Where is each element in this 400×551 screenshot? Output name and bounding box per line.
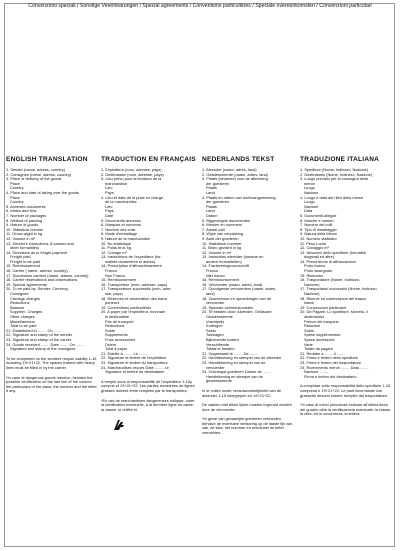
field-line: 21. Opgemaakt te ........ De ........ <box>202 351 259 356</box>
field-line: 7. Numero dei colli <box>300 223 333 228</box>
field-line: 10. No statistique <box>101 241 132 246</box>
field-line: Date <box>105 213 114 218</box>
field-line: Plaats <box>206 186 217 191</box>
field-line: 15. Rembourssement <box>202 278 240 283</box>
field-line: 4. Plaats en datum van inontvangstneming <box>202 195 276 200</box>
field-line: Miscellaneous <box>10 319 35 324</box>
field-line: Freight to be paid <box>10 259 41 264</box>
field-line: 6. Marks and Nos <box>6 209 37 214</box>
field-line: Signature et timbre du destinataire <box>105 370 165 375</box>
field-line: Toeslagen <box>206 333 224 338</box>
field-line: 20. A payer par l'expéditeur, monnaie <box>101 310 165 315</box>
field-line: andere formaliteiten) <box>206 259 242 264</box>
field-line: Kortingen <box>206 324 223 329</box>
field-line: 17. Trasportatori successivi (Nome, Indirizzo, <box>300 287 378 292</box>
field-line: 20. Te betalen door: Afzender, Geldsoort <box>202 310 272 315</box>
field-line: vervoerder <box>206 301 225 306</box>
field-line: 13. Sender's instructions (Customs and <box>6 241 74 246</box>
field-line: 11. Peso Lordo <box>300 241 327 246</box>
field-line: 4. Luogo e data del ritiro della merce <box>300 195 364 200</box>
field-line: Niet franco <box>206 273 225 278</box>
field-line: 4. Lieu et date de la prise en charge <box>101 195 164 200</box>
field-line: de la marchandise <box>105 200 137 205</box>
column-title: TRADUZIONE ITALIANA <box>300 156 380 163</box>
field-line: Riduzioni <box>304 324 321 329</box>
field-line: Consignee <box>10 292 29 297</box>
field-line: Datum <box>206 213 218 218</box>
field-line: Land <box>206 209 215 214</box>
field-line: 13. Istruzioni dello speditore (formalità <box>300 250 366 255</box>
field-line: Other charges <box>10 315 35 319</box>
field-line: 18. Voorbehoud en opmerkingen van de <box>202 296 272 301</box>
field-line: 24. Goods received ........ Date ........ On ........ <box>6 342 85 347</box>
field-line: 23. Handtekening en stempel van de <box>202 360 266 365</box>
field-line: Saldo <box>206 328 216 333</box>
column-title: TRADUCTION EN FRANÇAIS <box>101 156 196 163</box>
field-line: 13. Instructies afzender (douane-en <box>202 255 264 260</box>
field-line: 24. Marchandises reçues Date ........ Le <box>101 365 169 370</box>
field-line: 5. Documenti allegati <box>300 213 337 218</box>
column-italian <box>300 156 392 417</box>
field-line: 15. Reimbursement <box>6 264 40 269</box>
instruction-paragraph: *In case of dangerous goods mention, besides the possible certification on the last line of the column the particulars of the class, the number and the letter, if any. <box>6 374 98 394</box>
field-line: Firma e timbro del destinatario <box>304 374 357 379</box>
field-line: 23. Signature et timbre du transporteur <box>101 360 168 365</box>
field-line: 16. Vervoerder (naam, adres, land) <box>202 282 263 287</box>
field-line: 17. Successive carriers (name, adress, country) <box>6 273 89 278</box>
field-line: 19. Conventions particulières <box>101 305 152 310</box>
field-line: 3. Luogo previsto per la consegna della <box>300 177 368 182</box>
field-line: Spese supplementari <box>304 333 341 338</box>
field-line: Nazione <box>304 190 319 195</box>
field-line: sse, pays) <box>105 292 123 297</box>
field-line: 11. Poids brut, kg <box>101 246 131 251</box>
field-line: 8. Wijze van verpakking <box>202 232 244 237</box>
field-line: 21. Etablie à ........ Le ........ <box>101 351 148 356</box>
field-line: 11. Bruto gewicht in kg <box>202 246 242 251</box>
field-line: Plaats <box>206 204 217 209</box>
field-line: marchandise <box>105 181 128 186</box>
field-line: 24. Ontvangst goederen Datum de ........ <box>202 370 272 375</box>
field-line: der goederen <box>206 200 230 205</box>
field-line: 9. Nature de la marchandise <box>101 236 150 241</box>
field-line: 7. Aantal colli <box>202 227 225 232</box>
field-line: 3. Place of delivery of the goods <box>6 177 62 182</box>
field-line: 20. To be paid by: Sender, Currency, <box>6 287 69 292</box>
field-line: Totaal te betalen <box>206 347 235 352</box>
field-line: 12. Volume in m³ <box>202 250 232 255</box>
field-line: 17. Transporteurs successifs (nom, adre- <box>101 287 172 292</box>
field-line: vervoerder <box>206 365 225 370</box>
field-line: 18. Riserve ed osservazioni dei traspo- <box>300 296 368 301</box>
field-line: Geadresseerde <box>206 315 233 319</box>
column-title: ENGLISH TRANSLATION <box>6 156 88 163</box>
field-line: 14. Directions as to freight payment <box>6 250 68 255</box>
field-line: 11. Gross wight in kg <box>6 232 43 237</box>
field-line: Total à payer <box>105 347 128 352</box>
column-dutch <box>202 156 295 436</box>
field-line: 16. Transporteur (nom, adresse, pays) <box>101 282 168 287</box>
field-line: der goederen <box>206 181 230 186</box>
field-line: 6. Merken en nummers <box>202 223 243 228</box>
field-line: 1. Sender (name, adress, country) <box>6 168 66 172</box>
field-line: malités douanières et autres) <box>105 259 156 264</box>
field-line: 2. Destinatario (Nome, Indirizzo, Nazione) <box>300 172 373 177</box>
field-line: 12. Cubage m³ <box>101 250 127 255</box>
field-line: Reductions <box>10 301 30 306</box>
field-line: 3. Lieu prévu pour la livraison de la <box>101 177 162 182</box>
column-french <box>101 156 197 412</box>
field-line: Verschillende <box>206 342 230 347</box>
field-line: 1. Afzender (naam, adres, land) <box>202 168 257 172</box>
field-line: Nazione ........ <box>304 370 329 375</box>
field-line: 4. Place and date of taking over the goods <box>6 190 79 195</box>
field-line: 10. Statistical number <box>6 227 44 232</box>
field-line: Nazione) <box>304 282 320 287</box>
field-line: 8. Method of packing <box>6 218 43 223</box>
field-line: 1. Expéditeur (nom, adresse, pays) <box>101 168 162 172</box>
field-line: 1. Speditore (Nome, Indirizzo, Nazione) <box>300 168 369 172</box>
field-line: destinatario <box>304 315 325 319</box>
field-line: 9. Natura della Merce <box>300 232 338 237</box>
field-line: 2. Consignee (name, adress, country) <box>6 172 72 177</box>
field-line: merce <box>304 181 315 186</box>
field-line: Land <box>206 190 215 195</box>
field-line: Lieu <box>105 204 113 209</box>
field-line: Data <box>304 209 313 214</box>
field-line: Non Franco <box>105 273 126 278</box>
field-line: geadresseerde <box>206 379 232 384</box>
field-line: Divers <box>105 342 117 347</box>
field-line: 22. Signature et timbre de l'expéditeur <box>101 356 167 361</box>
field-line: 19. Speciale overeenkomsten <box>202 305 254 310</box>
field-line: le destinataire <box>105 315 130 319</box>
field-line: Place <box>10 181 20 186</box>
field-line: Pays <box>105 209 114 214</box>
field-line: Varie <box>304 342 313 347</box>
field-line: 15. Rimborso <box>300 273 324 278</box>
field-line: 18. Réserves et observation des trans- <box>101 296 168 301</box>
field-line: Country <box>10 200 24 205</box>
field-line: 5. Documents annexes <box>101 218 141 223</box>
field-line: rtatori <box>304 301 314 306</box>
field-line: Signature and stamp of the consignee <box>10 347 76 352</box>
field-line: 13. Instructions de l'expéditeur (for- <box>101 255 162 260</box>
field-line: doganali ed altre) <box>304 255 335 260</box>
column-title: NEDERLANDS TEKST <box>202 156 275 163</box>
field-line: 14. Prescrizione di affrancazione <box>300 259 357 264</box>
field-line: 6. Marche e numeri <box>300 218 334 223</box>
field-line: Nazione <box>304 204 319 209</box>
instruction-paragraph: To be completed on the senders respon-sability 1-15 including 19+21+22. The spaces framed with heavy lines must be filled in by the carrier. <box>6 355 97 370</box>
field-line: land) <box>206 292 215 297</box>
field-line: Totale da pagare <box>304 347 333 352</box>
field-line: Franco <box>105 269 118 274</box>
field-line: Freight paid <box>10 255 31 260</box>
field-line: Saldo <box>304 328 314 333</box>
field-line: other formalities) <box>10 246 39 251</box>
field-line: 2. Geadresseerde (naam, adres, land) <box>202 172 268 177</box>
field-line: 16. Trasportatore (Nome, Indirizzo, <box>300 278 361 283</box>
instruction-paragraph: *In caso di merci pericolose indicare all'ultima linea del quadro oltre la certificazione eventuale: la classe, la cifra, ed in occorrenza, la lettera. <box>300 402 392 417</box>
field-line: 10. Statistisch nummer <box>202 241 242 246</box>
field-line: porteurs <box>105 301 120 306</box>
field-line: Handtekening en stempel van de <box>206 374 263 379</box>
field-line: Vrachtprijs <box>206 319 225 324</box>
field-line: 5. Annexed documents <box>6 204 46 209</box>
field-line: 3. Plaats (bestemd) voor de aflevering <box>202 177 268 182</box>
field-line: Nazione) <box>304 292 320 297</box>
field-line: 17. Opvolgende vervoerders (naam, adres, <box>202 287 277 292</box>
field-line: 6. Marques et numeros <box>101 223 142 228</box>
field-line: 20. Da Pagare: Lo speditore, Moneta, il <box>300 310 368 315</box>
field-line: Luogo <box>304 186 315 191</box>
field-line: 12. Cubaggio m³ <box>300 246 329 251</box>
instruction-paragraph: A remplir sous la responsabilité de l'expéditeur 1-15y compris et 19+21+22. Les parties encadrées de lignes grasses doivent entre remplies par le transporteur. <box>101 378 195 393</box>
field-line: Supplements <box>105 333 128 338</box>
field-line: 23. Signature and stamp of the carrier <box>6 337 72 342</box>
instruction-paragraph: In te vullen onder verantwoordelijkheid van de afzender 1-15 inbegrepen en 19+21+22. <box>202 387 282 398</box>
field-line: Reductions <box>105 324 125 329</box>
field-line: Prix de transport <box>105 319 134 324</box>
publisher-logo-icon <box>112 418 126 432</box>
field-line: 8. Tipo di imballaggio <box>300 227 337 232</box>
field-line: Place <box>10 195 20 200</box>
field-line: Porto franco <box>304 264 326 269</box>
field-line: 22. Handtekening en stempel van de afzender <box>202 356 282 361</box>
field-line: 16. Carrier ( name, adress, country) <box>6 269 68 274</box>
field-line: Frais accessoires <box>105 337 136 342</box>
field-line: 22. Firma e timbro dello speditore <box>300 356 358 361</box>
field-line: 7. Nombre des colis <box>101 227 136 232</box>
field-line: Pays <box>105 190 114 195</box>
field-line: 9. Nature of goods <box>6 223 39 228</box>
field-line: 14. Prescription d'affranchissement <box>101 264 162 269</box>
document-header: Convenzioni speciali / Sonstige Vereinbarungen / Special agreements / Conventions particulières / Speciale overeenkomsten / Convenzioni particolari <box>28 3 372 9</box>
field-line: Luogo <box>304 200 315 205</box>
field-line: 22. Signature and stamp of the sender <box>6 333 73 338</box>
field-line: Supplem. Charges <box>10 310 43 315</box>
field-line: 19. Special agreements <box>6 282 47 287</box>
field-line: 19. Convenzioni particolari <box>300 305 346 310</box>
field-line: Porto assegnato <box>304 269 333 274</box>
field-line: Country <box>10 186 24 191</box>
field-line: Prezzo del trasporto <box>304 319 339 324</box>
field-line: 8. Mode d'emballage <box>101 232 137 237</box>
instruction-paragraph: *En cas de marchandises dangereuses indiquer, outre la certification eventuelle, à la dernière ligne du cadre: la classe, le chiffre et <box>101 397 195 412</box>
instruction-paragraph: De vakken met dikke lijnen moeten ingevuld worden door de vervoerder. <box>202 402 292 412</box>
field-line: Lieu <box>105 186 113 191</box>
field-line: 21. Established in ........ On ........ <box>6 328 63 333</box>
field-line: 12. Volume in m³ <box>6 236 36 241</box>
field-line: 9. Aard der goederen <box>202 236 239 241</box>
field-line: 23. Firma e timbro del trasportatore <box>300 360 361 365</box>
column-english <box>6 156 98 394</box>
field-line: 5. Bijgevoegde documenten <box>202 218 251 223</box>
field-line: Total to be paid <box>10 324 37 329</box>
field-line: 21. Redatto a ........ il ........ <box>300 351 346 356</box>
instruction-paragraph: A compilare sotto responsabilità dello speditore 1-15 compresa e 19+21+22. Le parti incorniciate con grassetto devono essere riempite dal trasportatore. <box>300 383 391 398</box>
field-line: 7. Number of packages <box>6 213 47 218</box>
field-line: 14. Frankeeringsvoorschrift <box>202 264 250 269</box>
field-line: Solde <box>105 328 115 333</box>
field-line: Carriage charges <box>10 296 40 301</box>
field-line: 10. Numero statistico <box>300 236 337 241</box>
field-line: Balance <box>10 305 25 310</box>
field-line: Franco <box>206 269 219 274</box>
field-line: 15. Remboursement <box>101 278 137 283</box>
field-line: Spese accessorie <box>304 337 335 342</box>
field-line: Bijkomende kosten <box>206 337 239 342</box>
field-line: 24. Ricevimento merce ........ Data ........ <box>300 365 369 370</box>
field-line: 18. Carrier reservations and observations <box>6 278 78 283</box>
instruction-paragraph: *In geval van gevaarlijke goederen vermelden, behalve de eventuele verklaring op de laaste lijn van vak, de klas, het nummer en eventueel de letter vermelden. <box>202 416 293 436</box>
field-line: 2. Destinataire (nom, adresse, pays) <box>101 172 164 177</box>
